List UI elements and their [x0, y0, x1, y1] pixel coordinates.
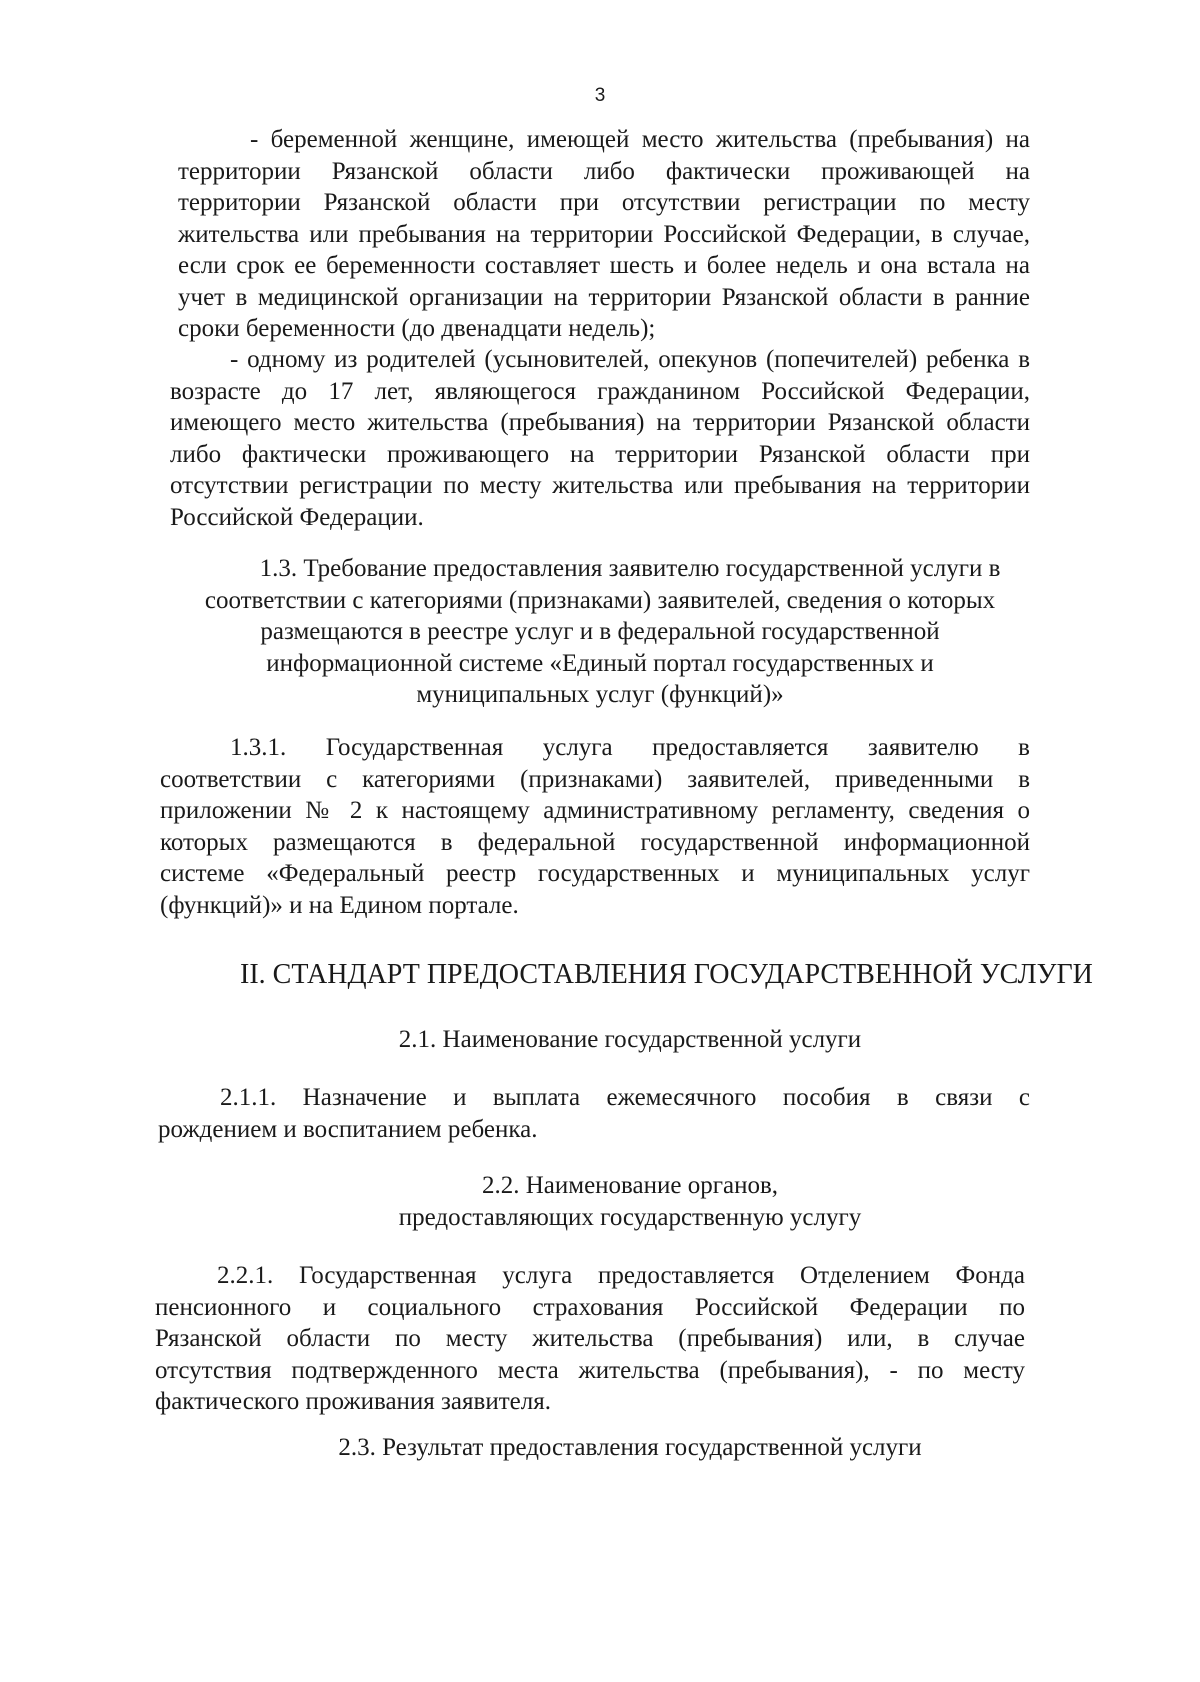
text-line: либо фактически проживающего на территории Рязанской области при [170, 440, 1030, 468]
section-2-3-title [170, 1432, 1030, 1464]
text-line: системе «Федеральный реестр государственных и муниципальных услуг [160, 860, 1030, 887]
text-line: жительства или пребывания на территории Российской Федерации, в случае, [178, 220, 1030, 248]
text-line: если срок ее беременности составляет шесть и более недель и она встала на [178, 252, 1030, 279]
section-2-2-title [170, 1170, 1030, 1233]
title-line: 1.3. Требование предоставления заявителю государственной услуги в [259, 555, 1001, 582]
title-line: 2.3. Результат предоставления государственной услуги [338, 1434, 922, 1461]
title-line: размещаются в реестре услуг и в федеральной государственной [260, 618, 940, 645]
text-line: (функций)» и на Едином портале. [160, 891, 519, 919]
text-line: фактического проживания заявителя. [155, 1388, 551, 1415]
title-line: 2.2. Наименование органов, [481, 1172, 779, 1199]
section-1-3-title [170, 553, 1030, 711]
text-line: которых размещаются в федеральной государственной информационной [160, 828, 1030, 856]
text-line: 2.2.1. Государственная услуга предоставляется Отделением Фонда [217, 1262, 1025, 1289]
section-2-1-title [170, 1024, 1030, 1056]
paragraph-1-3-1 [160, 732, 1030, 921]
text-line: пенсионного и социального страхования Российской Федерации по [155, 1293, 1025, 1321]
paragraph-2-1-1 [158, 1082, 1030, 1145]
text-line: соответствии с категориями (признаками) заявителей, приведенными в [160, 765, 1030, 793]
title-line: муниципальных услуг (функций)» [416, 681, 784, 708]
text-line: сроки беременности (до двенадцати недель); [178, 315, 656, 342]
title-line: предоставляющих государственную услугу [398, 1203, 862, 1231]
text-line: 1.3.1. Государственная услуга предоставляется заявителю в [230, 734, 1030, 761]
paragraph-parent [170, 344, 1030, 533]
text-line: территории Рязанской области при отсутствии регистрации по месту [178, 189, 1030, 216]
text-line: отсутствии регистрации по месту жительства или пребывания на территории [170, 472, 1030, 499]
text-line: возрасте до 17 лет, являющегося гражданином Российской Федерации, [170, 377, 1030, 405]
title-line: соответствии с категориями (признаками) заявителей, сведения о которых [204, 586, 996, 614]
text-line: - беременной женщине, имеющей место жительства (пребывания) на [250, 126, 1030, 153]
text-line: приложении № 2 к настоящему административному регламенту, сведения о [160, 797, 1030, 824]
text-line: имеющего место жительства (пребывания) на территории Рязанской области [170, 409, 1030, 436]
text-line: территории Рязанской области либо фактически проживающей на [178, 157, 1030, 185]
paragraph-pregnant-woman [178, 124, 1030, 345]
page-number: 3 [594, 85, 606, 106]
section-2-heading: II. СТАНДАРТ ПРЕДОСТАВЛЕНИЯ ГОСУДАРСТВЕННОЙ УСЛУГИ [240, 959, 1093, 990]
paragraph-2-2-1 [155, 1260, 1025, 1418]
text-line: рождением и воспитанием ребенка. [158, 1115, 538, 1143]
text-line: Российской Федерации. [170, 503, 424, 531]
title-line: информационной системе «Единый портал государственных и [266, 649, 934, 677]
text-line: 2.1.1. Назначение и выплата ежемесячного пособия в связи с [220, 1084, 1030, 1111]
text-line: учет в медицинской организации на территории Рязанской области в ранние [178, 283, 1030, 311]
text-line: - одному из родителей (усыновителей, опекунов (попечителей) ребенка в [230, 346, 1030, 373]
text-line: Рязанской области по месту жительства (пребывания) или, в случае [155, 1325, 1025, 1352]
title-line: 2.1. Наименование государственной услуги [398, 1026, 862, 1053]
text-line: отсутствия подтвержденного места жительства (пребывания), - по месту [155, 1356, 1025, 1384]
